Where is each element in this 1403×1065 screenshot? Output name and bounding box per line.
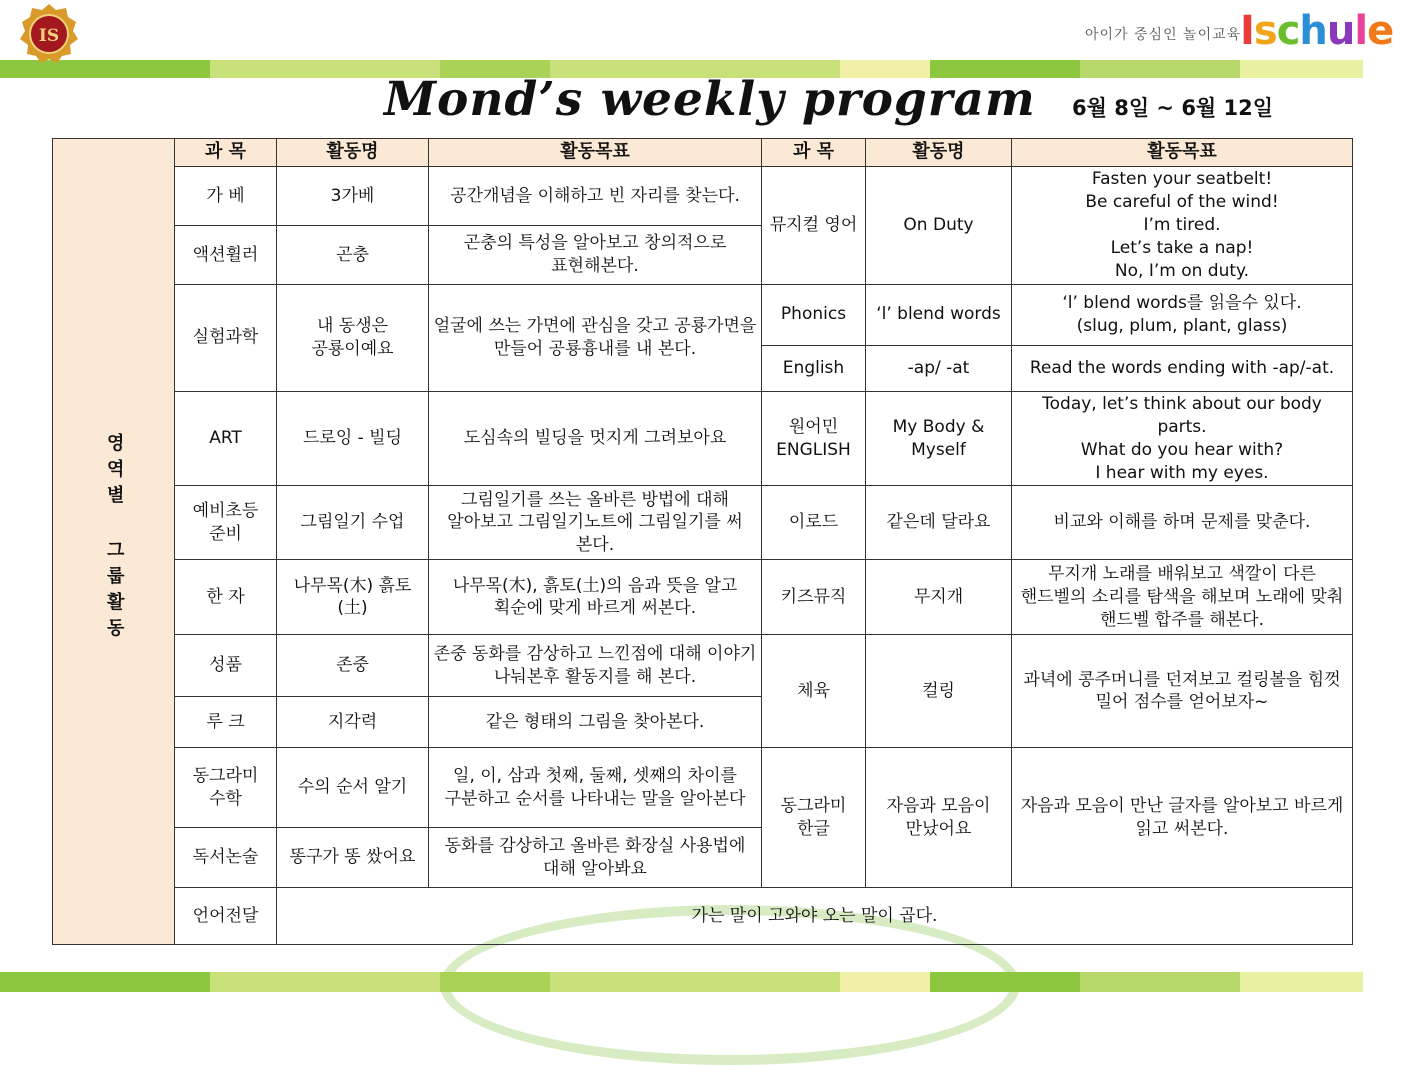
school-crest-logo xyxy=(18,2,80,64)
activity-cell: ‘l’ blend words xyxy=(866,284,1012,345)
activity-cell: 나무목(木) 흙토(土) xyxy=(277,560,429,635)
activity-cell: 존중 xyxy=(277,635,429,697)
tagline: 아이가 중심인 놀이교육 xyxy=(1085,27,1242,43)
goal-cell: 도심속의 빌딩을 멋지게 그려보아요 xyxy=(429,391,762,486)
subject-cell: 언어전달 xyxy=(175,888,277,945)
subject-cell: 독서논술 xyxy=(175,828,277,888)
activity-cell: 내 동생은 공룡이예요 xyxy=(277,284,429,391)
goal-cell: 얼굴에 쓰는 가면에 관심을 갖고 공룡가면을 만들어 공룡흉내를 내 본다. xyxy=(429,284,762,391)
table-row xyxy=(53,391,1353,486)
header-goal: 활동목표 xyxy=(429,139,762,167)
goal-cell: 일, 이, 삼과 첫째, 둘째, 셋째의 차이를 구분하고 순서를 나타내는 말을 알아본다 xyxy=(429,748,762,828)
subject-cell: 동그라미 수학 xyxy=(175,748,277,828)
activity-cell: 똥구가 똥 쌌어요 xyxy=(277,828,429,888)
activity-cell: 무지개 xyxy=(866,560,1012,635)
subject-cell: English xyxy=(762,345,866,391)
table-header-row xyxy=(53,139,1353,167)
subject-cell: 액션휠러 xyxy=(175,226,277,284)
header-activity: 활동명 xyxy=(277,139,429,167)
svg-text:IS: IS xyxy=(38,26,60,46)
subject-cell: 루 크 xyxy=(175,697,277,748)
activity-cell: 수의 순서 알기 xyxy=(277,748,429,828)
table-row xyxy=(53,284,1353,345)
goal-cell: 자음과 모음이 만난 글자를 알아보고 바르게 읽고 써본다. xyxy=(1012,748,1353,888)
activity-cell: My Body & Myself xyxy=(866,391,1012,486)
subject-cell: 실험과학 xyxy=(175,284,277,391)
header-subject-right: 과 목 xyxy=(762,139,866,167)
weekly-program-table xyxy=(52,138,1353,945)
subject-cell: Phonics xyxy=(762,284,866,345)
activity-cell: 지각력 xyxy=(277,697,429,748)
subject-cell: 동그라미 한글 xyxy=(762,748,866,888)
goal-cell: 무지개 노래를 배워보고 색깔이 다른 핸드벨의 소리를 탐색을 해보며 노래에 맞춰 핸드벨 합주를 해본다. xyxy=(1012,560,1353,635)
table-row xyxy=(53,888,1353,945)
table-row xyxy=(53,486,1353,560)
week-date-range: 6월 8일 ~ 6월 12일 xyxy=(1072,96,1274,120)
activity-cell: 같은데 달라요 xyxy=(866,486,1012,560)
goal-cell: 과녁에 콩주머니를 던져보고 컬링볼을 힘껏 밀어 점수를 얻어보자~ xyxy=(1012,635,1353,748)
activity-cell: 자음과 모음이 만났어요 xyxy=(866,748,1012,888)
header-goal-right: 활동목표 xyxy=(1012,139,1353,167)
subject-cell: 원어민 ENGLISH xyxy=(762,391,866,486)
goal-cell: 존중 동화를 감상하고 느낀점에 대해 이야기 나눠본후 활동지를 해 본다. xyxy=(429,635,762,697)
goal-cell: 그림일기를 쓰는 올바른 방법에 대해 알아보고 그림일기노트에 그림일기를 써 본다. xyxy=(429,486,762,560)
side-label: 영역별 그룹활동 xyxy=(53,139,175,945)
subject-cell: 성품 xyxy=(175,635,277,697)
page-title: Mond’s weekly program xyxy=(384,72,1036,127)
subject-cell: 이로드 xyxy=(762,486,866,560)
activity-cell: 그림일기 수업 xyxy=(277,486,429,560)
activity-cell: 드로잉 - 빌딩 xyxy=(277,391,429,486)
subject-cell: ART xyxy=(175,391,277,486)
activity-cell: 컬링 xyxy=(866,635,1012,748)
table-row xyxy=(53,635,1353,697)
language-phrase-cell: 가는 말이 고와야 오는 말이 곱다. xyxy=(277,888,1353,945)
goal-cell: 곤충의 특성을 알아보고 창의적으로 표현해본다. xyxy=(429,226,762,284)
header-subject: 과 목 xyxy=(175,139,277,167)
activity-cell: On Duty xyxy=(866,167,1012,285)
table-row xyxy=(53,167,1353,226)
brand-logo: Ischule xyxy=(1240,8,1394,54)
goal-cell: Today, let’s think about our body parts. What do you hear with? I hear with my eyes. xyxy=(1012,391,1353,486)
subject-cell: 예비초등 준비 xyxy=(175,486,277,560)
subject-cell: 가 베 xyxy=(175,167,277,226)
table-row xyxy=(53,748,1353,828)
goal-cell: ‘l’ blend words를 읽을수 있다. (slug, plum, plant, glass) xyxy=(1012,284,1353,345)
header-activity-right: 활동명 xyxy=(866,139,1012,167)
subject-cell: 키즈뮤직 xyxy=(762,560,866,635)
goal-cell: 공간개념을 이해하고 빈 자리를 찾는다. xyxy=(429,167,762,226)
bottom-color-stripe xyxy=(0,972,1403,992)
activity-cell: 곤충 xyxy=(277,226,429,284)
activity-cell: -ap/ -at xyxy=(866,345,1012,391)
goal-cell: 동화를 감상하고 올바른 화장실 사용법에 대해 알아봐요 xyxy=(429,828,762,888)
goal-cell: 비교와 이해를 하며 문제를 맞춘다. xyxy=(1012,486,1353,560)
activity-cell: 3가베 xyxy=(277,167,429,226)
table-row xyxy=(53,560,1353,635)
goal-cell: 나무목(木), 흙토(土)의 음과 뜻을 알고 획순에 맞게 바르게 써본다. xyxy=(429,560,762,635)
goal-cell: Fasten your seatbelt! Be careful of the wind! I’m tired. Let’s take a nap! No, I’m on duty. xyxy=(1012,167,1353,285)
goal-cell: Read the words ending with -ap/-at. xyxy=(1012,345,1353,391)
goal-cell: 같은 형태의 그림을 찾아본다. xyxy=(429,697,762,748)
subject-cell: 뮤지컬 영어 xyxy=(762,167,866,285)
subject-cell: 한 자 xyxy=(175,560,277,635)
subject-cell: 체육 xyxy=(762,635,866,748)
